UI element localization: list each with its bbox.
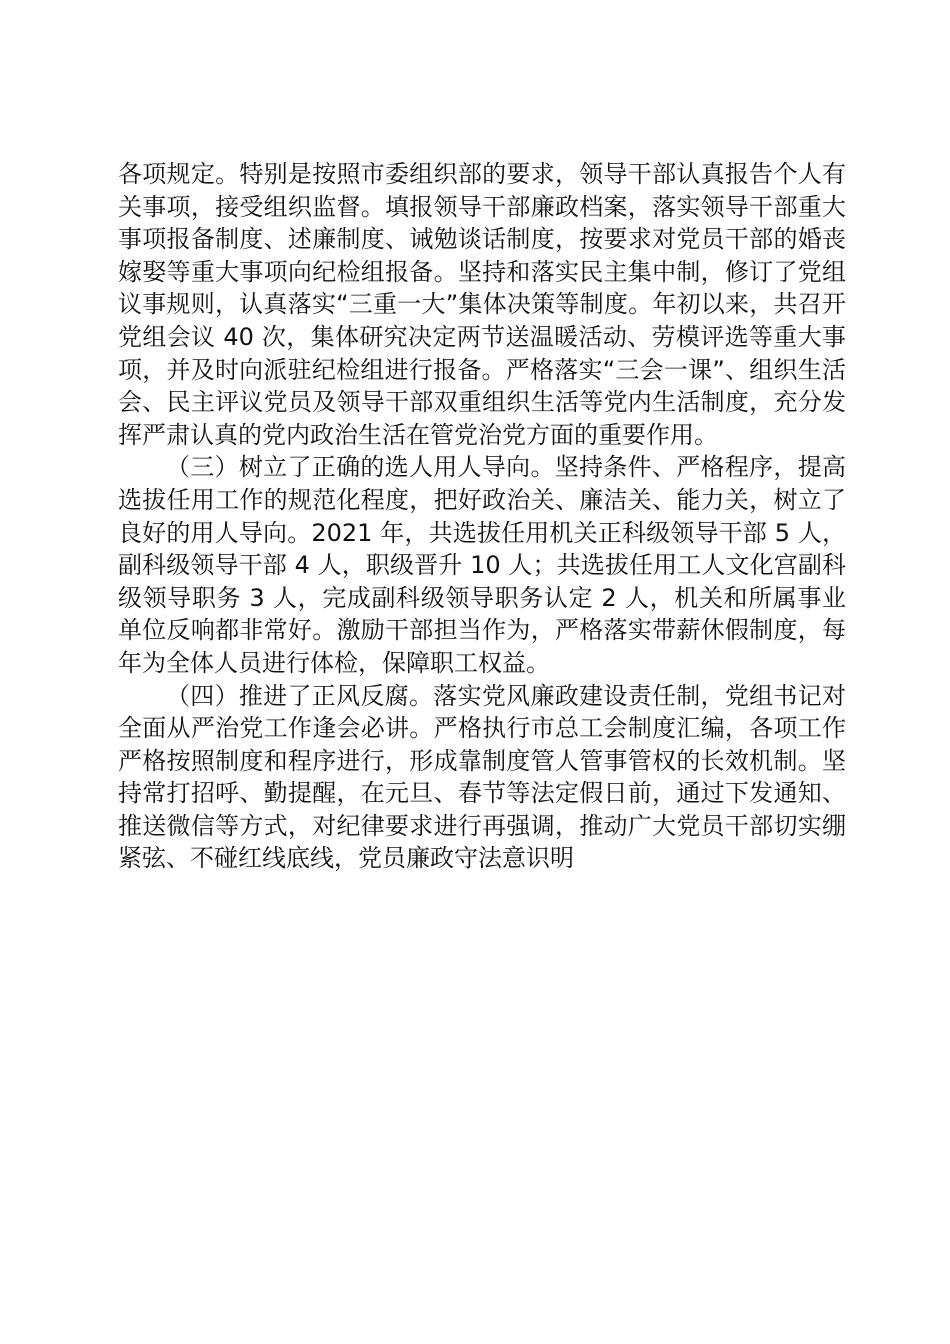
paragraph-text: 严格执行市总工会制度汇编，各项工作严格按照制度和程序进行，形成靠制度管人管事管权的长效机制。坚持常打招呼、勤提醒，在元旦、春节等法定假日前，通过下发通知、推送微信等方式，对纪律要求进行再强调，推动广大党员干部切实绷紧弦、不碰红线底线，党员廉政守法意识明 <box>118 714 847 873</box>
paragraph-continued <box>118 158 846 451</box>
document-body <box>118 158 846 875</box>
paragraph-section-3 <box>118 451 846 679</box>
section-heading: （三）树立了正确的选人用人导向。 <box>166 453 555 482</box>
paragraph-section-4 <box>118 680 846 876</box>
paragraph-text: 坚持条件、严格程序，提高选拔任用工作的规范化程度，把好政治关、廉洁关、能力关，树立了良好的用人导向。2021 年，共选拔任用机关正科级领导干部 5 人，副科级领导干部 4 人，职级晋升 10 人；共选拔任用工人文化宫副科级领导职务 3 人，完成副科级领导职务认定 2 人，机关和所属事业单位反响都非常好。激励干部担当作为，严格落实带薪休假制度，每年为全体人员进行体检，保障职工权益。 <box>118 453 847 677</box>
section-heading: （四）推进了正风反腐。落实党风廉政建设责任制，党组书记对全面从严治党工作逢会必讲。 <box>118 681 846 743</box>
paragraph-text: 各项规定。特别是按照市委组织部的要求，领导干部认真报告个人有关事项，接受组织监督。填报领导干部廉政档案，落实领导干部重大事项报备制度、述廉制度、诫勉谈话制度，按要求对党员干部的婚丧嫁娶等重大事项向纪检组报备。坚持和落实民主集中制，修订了党组议事规则，认真落实“三重一大”集体决策等制度。年初以来，共召开党组会议 40 次，集体研究决定两节送温暖活动、劳模评选等重大事项，并及时向派驻纪检组进行报备。严格落实“三会一课”、组织生活会、民主评议党员及领导干部双重组织生活等党内生活制度，充分发挥严肃认真的党内政治生活在管党治党方面的重要作用。 <box>118 160 846 449</box>
